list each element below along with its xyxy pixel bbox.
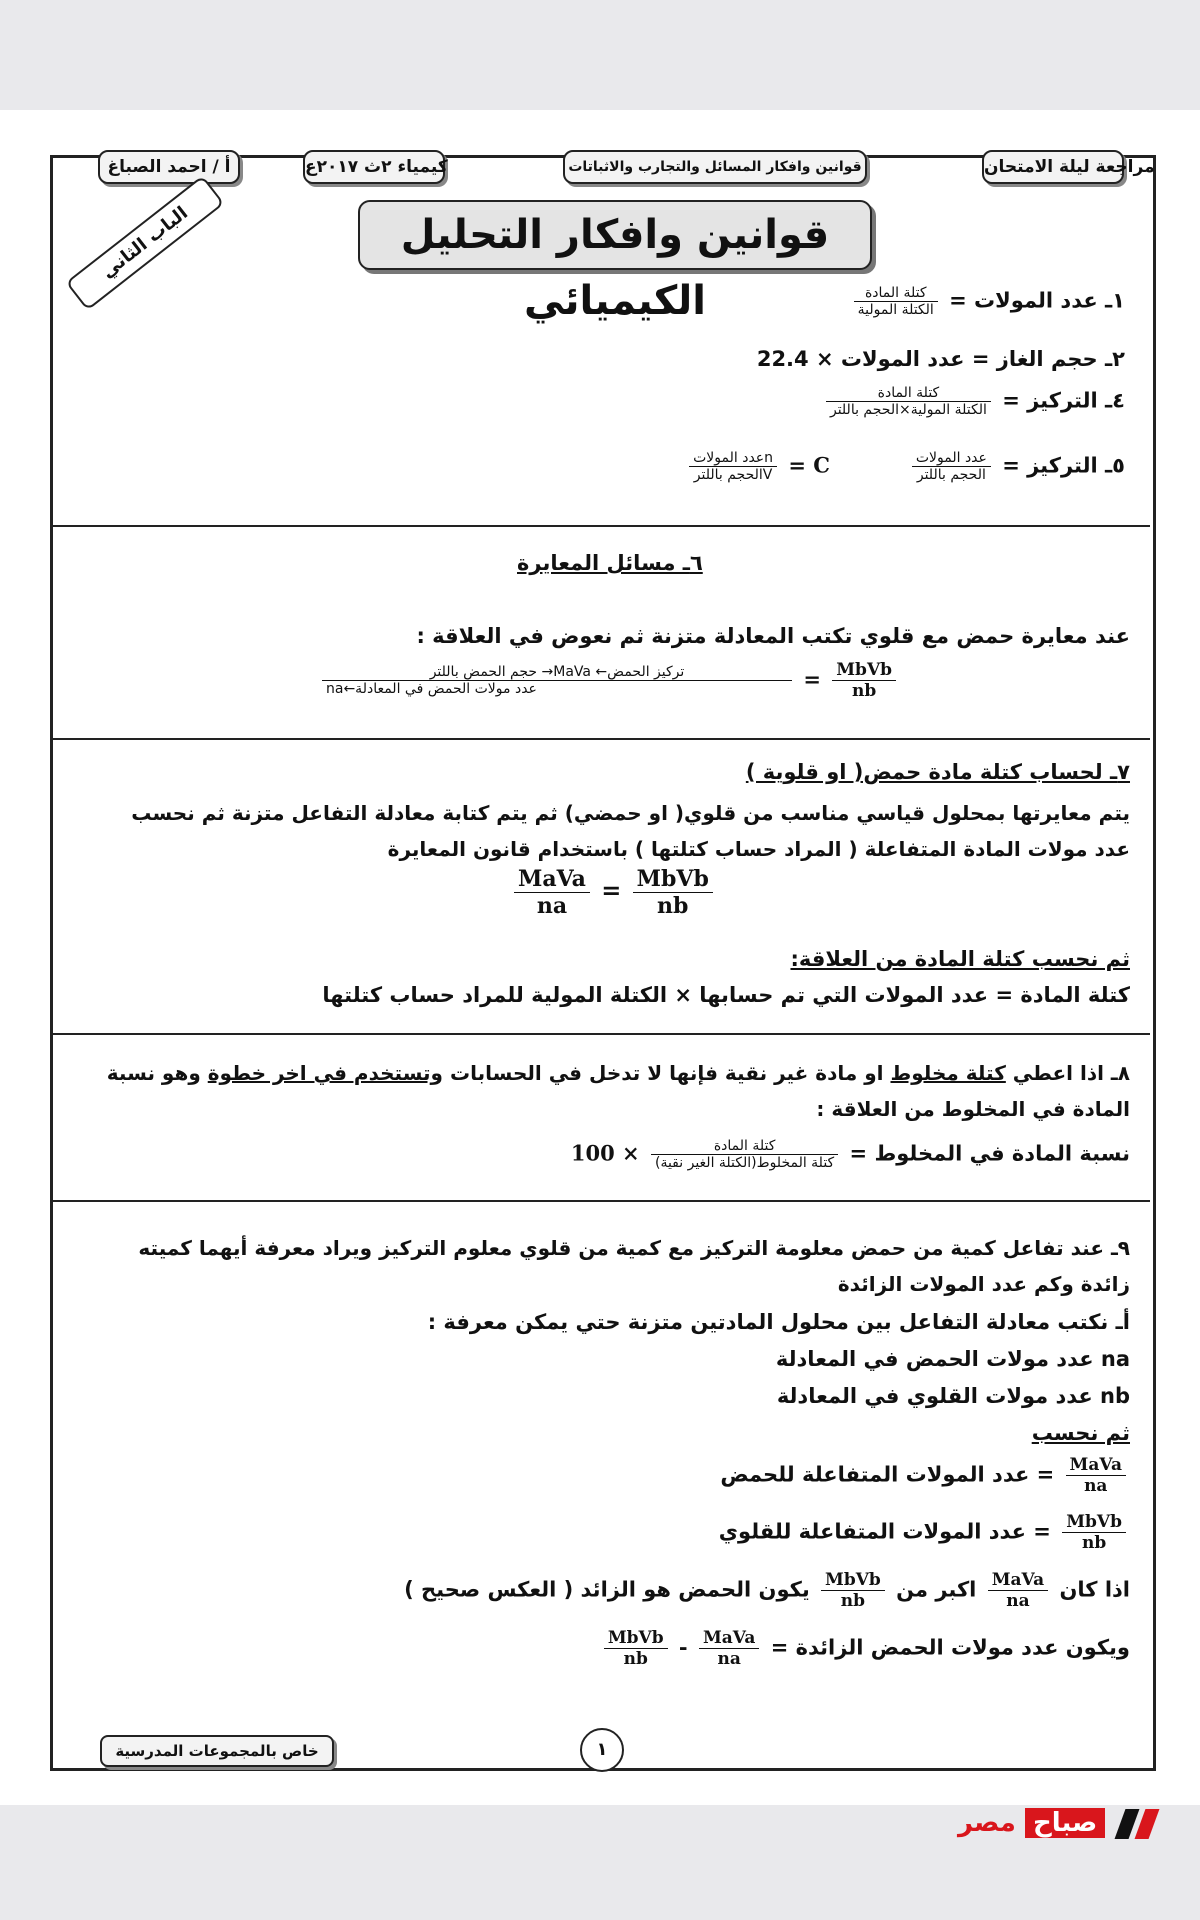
s6-title: ٦ـ مسائل المعايرة: [517, 551, 703, 575]
s9-step-a: أـ نكتب معادلة التفاعل بين محلول المادتين متزنة حتي يمكن معرفة :: [427, 1310, 1130, 1334]
s7-formula: $\frac{\text{MaVa}}{na}$ = $\frac{\text{MbVb}}{nb}$: [510, 866, 717, 919]
divider-4: [52, 1200, 1150, 1202]
s9-acid-reacted-fraction: $\frac{\text{MaVa}}{na}$: [1066, 1455, 1126, 1496]
law-2: ٢ـ حجم الغاز = عدد المولات × 22.4: [756, 347, 1125, 371]
brand-bar-red: [1135, 1809, 1160, 1839]
header-topic: قوانين وافكار المسائل والتجارب والاثباتات: [563, 150, 867, 184]
s7-title: ٧ـ لحساب كتلة مادة حمض( او قلوية ): [745, 760, 1130, 784]
law-1: ١ـ عدد المولات = $\frac{\text{كتلة المادة}}{\text{الكتلة المولية}}$: [850, 285, 1125, 318]
s7-then: ثم نحسب كتلة المادة من العلاقة:: [790, 947, 1130, 971]
s9-nb: nb عدد مولات القلوي في المعادلة: [776, 1384, 1130, 1408]
s8-formula: نسبة المادة في المخلوط = $\frac{\text{كتلة المادة}}{\text{كتلة المخلوط(الكتلة الغير نقية)}}$ × 100: [570, 1138, 1130, 1171]
s7-acid-fraction: $\frac{\text{MaVa}}{na}$: [514, 866, 590, 919]
header-author: أ / احمد الصباغ: [98, 150, 240, 184]
s6-text: عند معايرة حمض مع قلوي تكتب المعادلة متزنة ثم نعوض في العلاقة :: [416, 624, 1130, 648]
divider-1: [52, 525, 1150, 527]
chapter-badge: الباب الثاني: [65, 175, 224, 310]
law-5-c: C = $\frac{\text{nعدد المولات}}{\text{Vالحجم باللتر}}$: [685, 450, 830, 483]
s7-base-fraction: $\frac{\text{MbVb}}{nb}$: [633, 866, 713, 919]
s9-paragraph: ٩ـ عند تفاعل كمية من حمض معلومة التركيز مع كمية من قلوي معلوم التركيز ويراد معرفة أيهما كميته زائدة وكم عدد المولات الزائدة: [138, 1236, 1130, 1296]
law-5-c-fraction: $\frac{\text{nعدد المولات}}{\text{Vالحجم باللتر}}$: [689, 450, 777, 483]
s7-mass-law: كتلة المادة = عدد المولات التي تم حسابها × الكتلة المولية للمراد حساب كتلتها: [322, 983, 1130, 1007]
s6-formula: $\frac{\text{تركيز الحمض← MaVa→ حجم الحمض باللتر}}{\text{عدد مولات الحمض في المعادلة←na}}$ = $\frac{\text{MbVb}}{nb}$: [318, 660, 900, 701]
law-4: ٤ـ التركيز = $\frac{\text{كتلة المادة}}{\text{الكتلة المولية×الحجم باللتر}}$: [822, 385, 1125, 418]
s9-base-reacted-fraction: $\frac{\text{MbVb}}{nb}$: [1062, 1512, 1126, 1553]
s8-fraction: $\frac{\text{كتلة المادة}}{\text{كتلة المخلوط(الكتلة الغير نقية)}}$: [651, 1138, 838, 1171]
s9-acid-reacted: $\frac{\text{MaVa}}{na}$ = عدد المولات المتفاعلة للحمض: [720, 1455, 1130, 1496]
law-5-fraction: $\frac{\text{عدد المولات}}{\text{الحجم باللتر}}$: [912, 450, 991, 483]
footer-groups: خاص بالمجموعات المدرسية: [100, 1735, 334, 1767]
s9-excess-base-fraction: $\frac{\text{MbVb}}{nb}$: [604, 1628, 668, 1669]
divider-3: [52, 1033, 1150, 1035]
s9-base-reacted: $\frac{\text{MbVb}}{nb}$ = عدد المولات المتفاعلة للقلوي: [719, 1512, 1130, 1553]
page-title: قوانين وافكار التحليل الكيميائي: [358, 200, 872, 270]
law-5: ٥ـ التركيز = $\frac{\text{عدد المولات}}{\text{الحجم باللتر}}$: [908, 450, 1125, 483]
s9-excess-acid-fraction: $\frac{\text{MaVa}}{na}$: [699, 1628, 759, 1669]
s9-na: na عدد مولات الحمض في المعادلة: [775, 1347, 1130, 1371]
s9-excess: ويكون عدد مولات الحمض الزائدة = $\frac{\text{MaVa}}{na}$ - $\frac{\text{MbVb}}{nb}$: [600, 1628, 1130, 1669]
header-review: مراجعة ليلة الامتحان: [982, 150, 1124, 184]
s9-cmp-acid-fraction: $\frac{\text{MaVa}}{na}$: [988, 1570, 1048, 1611]
s6-base-fraction: $\frac{\text{MbVb}}{nb}$: [832, 660, 896, 701]
s8-paragraph: ٨ـ اذا اعطي كتلة مخلوط او مادة غير نقية فإنها لا تدخل في الحسابات وتستخدم في اخر خطوة وهو نسبة المادة في المخلوط من العلاقة :: [106, 1061, 1130, 1121]
s9-then: ثم نحسب: [1031, 1421, 1130, 1445]
divider-2: [52, 738, 1150, 740]
s6-acid-fraction: $\frac{\text{تركيز الحمض← MaVa→ حجم الحمض باللتر}}{\text{عدد مولات الحمض في المعادلة←na}}$: [322, 664, 792, 697]
brand-logo: صباح مصر: [958, 1808, 1154, 1839]
page-number: ١: [580, 1728, 624, 1772]
s7-paragraph: يتم معايرتها بمحلول قياسي مناسب من قلوي( او حمضي) ثم يتم كتابة معادلة التفاعل متزنة ثم نحسب عدد مولات المادة المتفاعلة ( المراد حساب كتلتها ) باستخدام قانون المعايرة: [131, 801, 1130, 861]
s9-cmp-base-fraction: $\frac{\text{MbVb}}{nb}$: [821, 1570, 885, 1611]
header-subject: كيمياء ٢ث ٢٠١٧ع: [303, 150, 445, 184]
law-4-fraction: $\frac{\text{كتلة المادة}}{\text{الكتلة المولية×الحجم باللتر}}$: [826, 385, 991, 418]
law-1-fraction: $\frac{\text{كتلة المادة}}{\text{الكتلة المولية}}$: [854, 285, 938, 318]
s9-comparison: اذا كان $\frac{\text{MaVa}}{na}$ اكبر من $\frac{\text{MbVb}}{nb}$ يكون الحمض هو الزائد ( العكس صحيح ): [404, 1570, 1130, 1611]
